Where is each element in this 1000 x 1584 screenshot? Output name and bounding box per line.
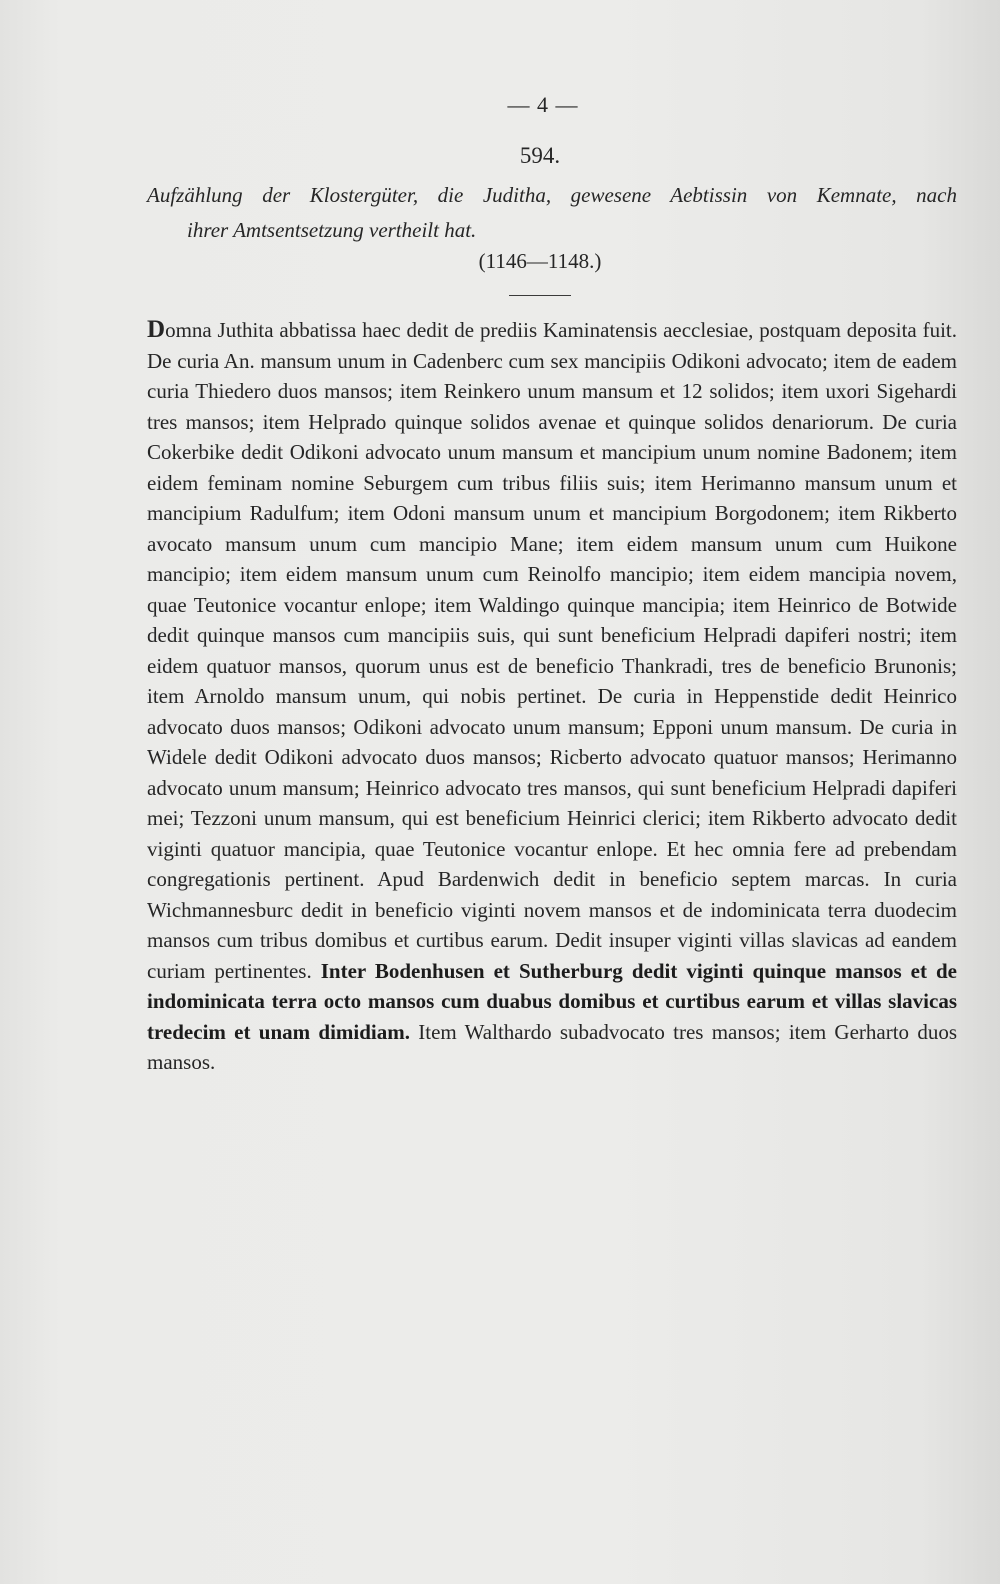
body-paragraph (147, 315, 957, 1078)
page-number: — 4 — (507, 92, 579, 117)
body-text-part-1: omna Juthita abbatissa haec dedit de prediis Kaminatensis aecclesiae, postquam deposita fuit. De curia An. mansum unum in Cadenberc cum sex mancipiis Odikoni advocato; item de eadem curia Thiedero duos mansos; item Reinkero unum mansum et 12 solidos; item uxori Sigehardi tres mansos; item Helprado quinque solidos avenae et quinque solidos denariorum. De curia Cokerbike dedit Odikoni advocato unum mansum et mancipium unum nomine Badonem; item eidem feminam nomine Seburgem cum tribus filiis suis; item Herimanno mansum unum et mancipium Radulfum; item Odoni mansum unum et mancipium Borgodonem; item Rikberto avocato mansum unum cum mancipio Mane; item eidem mansum unum cum Huikone mancipio; item eidem mansum unum cum Reinolfo mancipio; item eidem mancipia novem, quae Teutonice vocantur enlope; item Waldingo quinque mancipia; item Heinrico de Botwide dedit quinque mansos cum mancipiis suis, qui sunt beneficium Helpradi dapiferi nostri; item eidem quatuor mansos, quorum unus est de beneficio Thankradi, tres de beneficio Brunonis; item Arnoldo mansum unum, qui nobis pertinet. De curia in Heppenstide dedit Heinrico advocato duos mansos; Odikoni advocato unum mansum; Epponi unum mansum. De curia in Widele dedit Odikoni advocato duos mansos; Ricberto advocato quatuor mansos; Herimanno advocato unum mansum; Heinrico advocato tres mansos, qui sunt beneficium Helpradi dapiferi mei; Tezzoni unum mansum, qui est beneficium Heinrici clerici; item Rikberto advocato dedit viginti quatuor mancipia, quae Teutonice vocantur enlope. Et hec omnia fere ad prebendam congregationis pertinent. Apud Bardenwich dedit in beneficio septem marcas. In curia Wichmannesburc dedit in beneficio viginti novem mansos et de indominicata terra duodecim mansos cum tribus domibus et curtibus earum. Dedit insuper viginti villas slavicas ad eandem curiam pertinentes. (147, 318, 957, 983)
document-number: 594. (519, 143, 561, 168)
separator-rule (509, 295, 571, 296)
body-text-bold-passage: Inter Bodenhusen et Sutherburg dedit viginti quinque mansos et de indominicata terra octo mansos cum duabus domibus et curtibus earum et villas slavicas tredecim et unam dimidiam. (147, 958, 957, 1044)
drop-cap: D (147, 316, 166, 343)
document-date: (1146—1148.) (478, 249, 602, 273)
body-text-part-2: Item Walthardo subadvocato tres mansos; item Gerharto duos mansos. (147, 1019, 957, 1074)
heading-line-2: ihrer Amtsentsetzung vertheilt hat. (187, 218, 477, 242)
document-heading (147, 178, 957, 248)
heading-line-1: Aufzählung der Klostergüter, die Juditha, gewesene Aebtissin von Kemnate, nach (147, 183, 957, 207)
